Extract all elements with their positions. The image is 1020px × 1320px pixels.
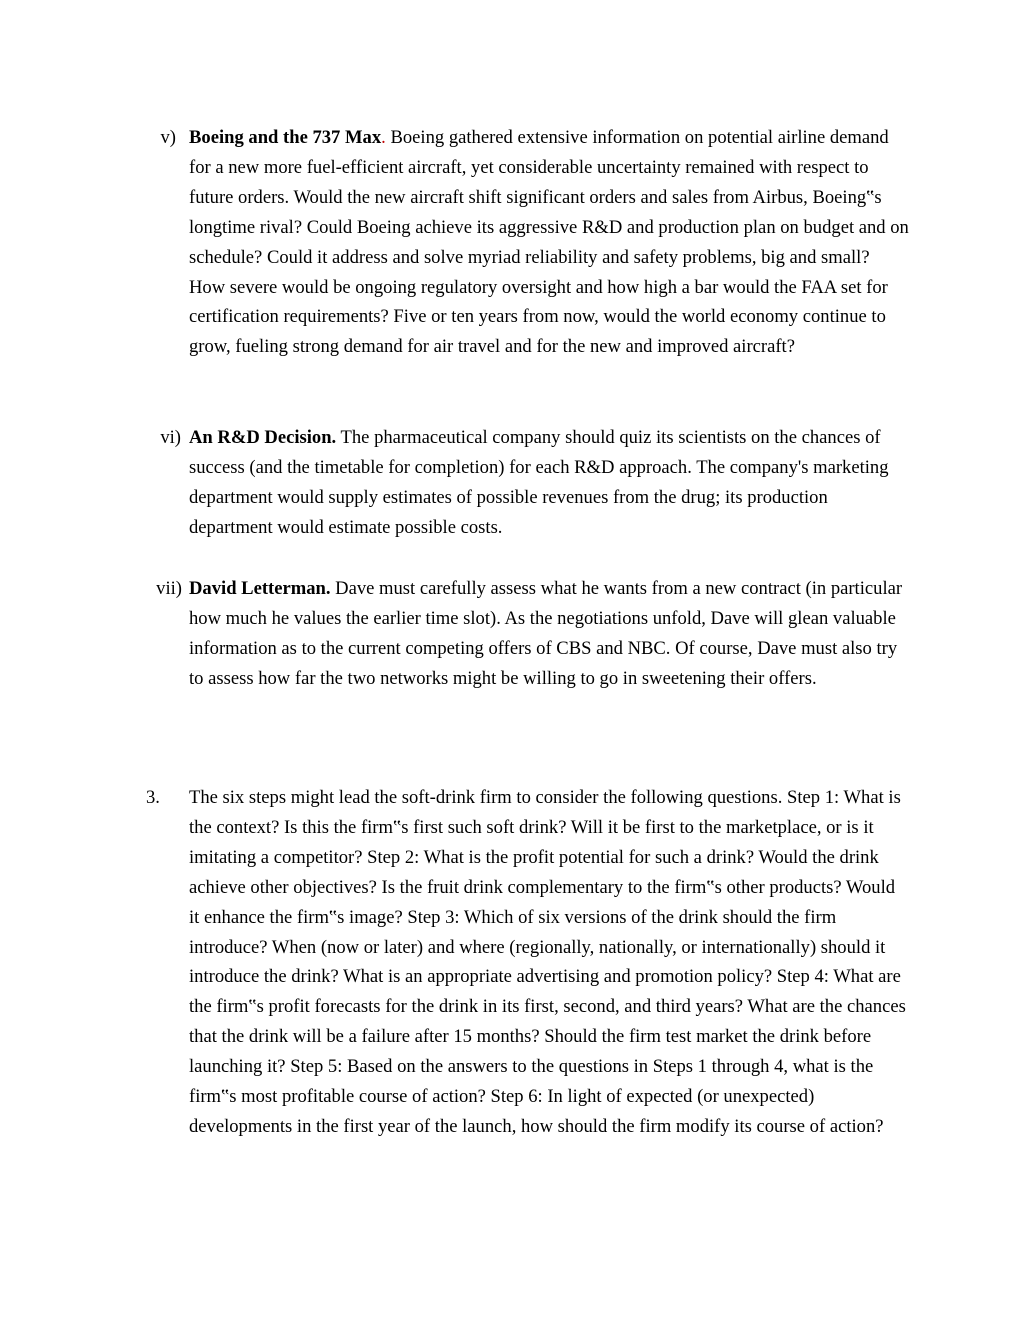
item-text-letterman: Dave must carefully assess what he wants from a new contract (in particular how much he values the earlier time slot). As the negotiations unfold, Dave will glean valuable information as to the current competing offers of CBS and NBC. Of course, Dave must also try to assess how far the two networks might be willing to go in sweetening their offers. — [189, 578, 903, 689]
item-marker-3: 3. — [146, 787, 160, 808]
item-letterman — [189, 574, 909, 694]
item-text-soft-drink: The six steps might lead the soft-drink firm to consider the following questions. Step 1: What is the context? Is this the firm‟s first such soft drink? Will it be first to the marketplace, or is it imitating a competitor? Step 2: What is the profit potential for such a drink? Would the drink achieve other objectives? Is the fruit drink complementary to the firm‟s other products? Would it enhance the firm‟s image? Step 3: Which of six versions of the drink should the firm introduce? When (now or later) and where (regionally, nationally, or internationally) should it introduce the drink? What is an appropriate advertising and promotion policy? Step 4: What are the firm‟s profit forecasts for the drink in its first, second, and third years? What are the chances that the drink will be a failure after 15 months? Should the firm test market the drink before launching it? Step 5: Based on the answers to the questions in Steps 1 through 4, what is the firm‟s most profitable course of action? Step 6: In light of expected (or unexpected) developments in the first year of the launch, how should the firm modify its course of action? — [189, 787, 906, 1137]
item-rd-decision — [189, 423, 909, 543]
item-text-rd-decision: The pharmaceutical company should quiz its scientists on the chances of success (and the timetable for completion) for each R&D approach. The company's marketing department would supply estimates of possible revenues from the drug; its production department would estimate possible costs. — [189, 427, 889, 538]
item-marker-vii: vii) — [156, 578, 182, 599]
item-title-rd-decision: An R&D Decision. — [189, 427, 337, 448]
item-title-boeing: Boeing and the 737 Max — [189, 127, 382, 148]
item-soft-drink — [189, 783, 909, 1142]
item-title-punct-boeing: . — [381, 127, 386, 148]
item-boeing — [189, 123, 909, 362]
item-text-boeing: Boeing gathered extensive information on potential airline demand for a new more fuel-efficient aircraft, yet considerable uncertainty remained with respect to future orders. Would the new aircraft shift significant orders and sales from Airbus, Boeing‟s longtime rival? Could Boeing achieve its aggressive R&D and production plan on budget and on schedule? Could it address and solve myriad reliability and safety problems, big and small? How severe would be ongoing regulatory oversight and how high a bar would the FAA set for certification requirements? Five or ten years from now, would the world economy continue to grow, fueling strong demand for air travel and for the new and improved aircraft? — [189, 127, 909, 358]
item-marker-v: v) — [160, 127, 176, 148]
item-marker-vi: vi) — [160, 427, 181, 448]
item-title-letterman: David Letterman. — [189, 578, 331, 599]
